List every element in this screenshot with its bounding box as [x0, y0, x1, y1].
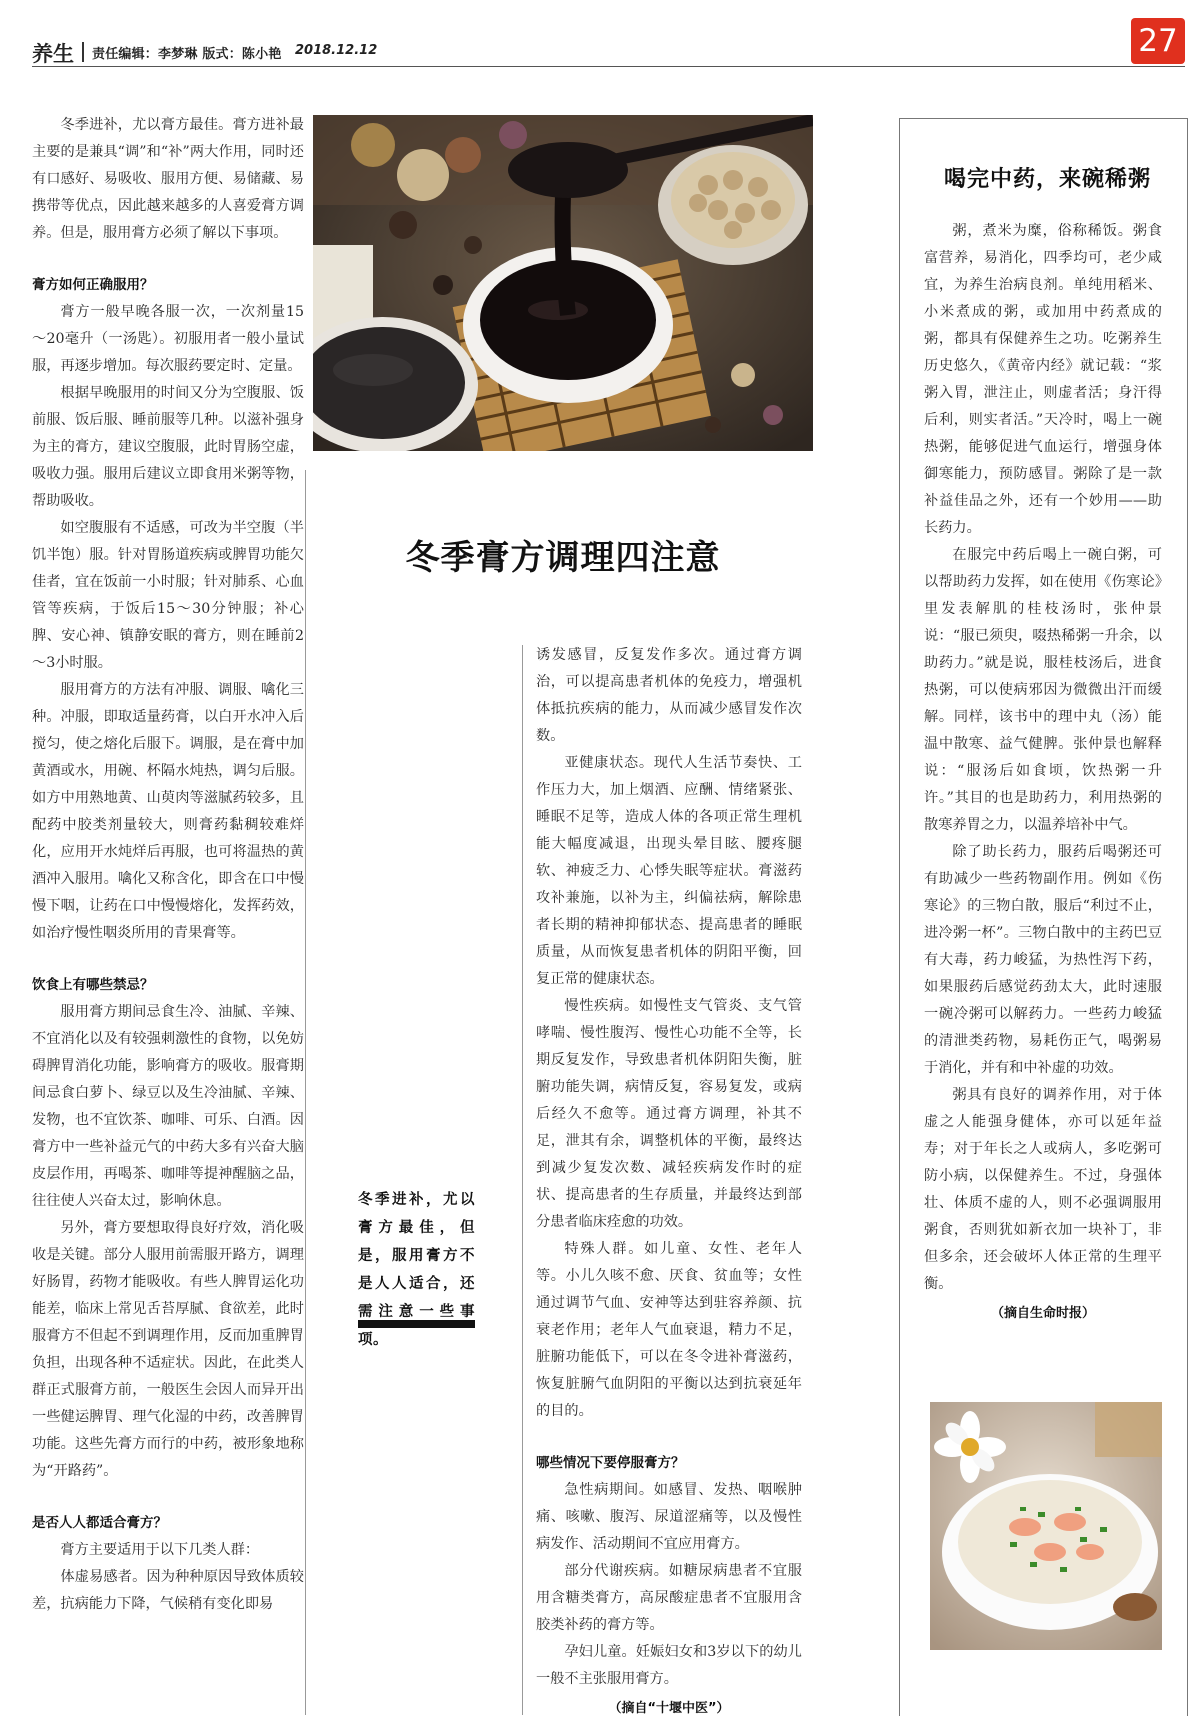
section-heading: 哪些情况下要停服膏方？	[536, 1455, 685, 1471]
issue-date: 2018.12.12	[295, 43, 378, 58]
header-rule	[32, 66, 1185, 67]
body-paragraph: 体虚易感者。因为种种原因导致体质较差，抗病能力下降，气候稍有变化即易	[32, 1569, 304, 1612]
body-paragraph: 诱发感冒，反复发作多次。通过膏方调治，可以提高患者机体的免疫力，增强机体抵抗疾病的能力，从而减少感冒发作次数。	[536, 647, 802, 744]
header-divider	[82, 42, 84, 62]
source-credit: （摘自“十堰中医”）	[608, 1701, 730, 1716]
porridge-photo	[930, 1402, 1162, 1650]
body-paragraph: 除了助长药力，服药后喝粥还可有助减少一些药物副作用。例如《伤寒论》的三物白散，服后“利过不止，进冷粥一杯”。三物白散中的主药巴豆有大毒，药力峻猛，为热性泻下药，如果服药后感觉药劲太大，此时速服一碗冷粥可以解药力。一些药力峻猛的清泄类药物，易耗伤正气，喝粥易于消化，并有和中补虚的功效。	[924, 844, 1162, 1076]
pull-quote-bar	[358, 1320, 475, 1328]
article-title: 冬季膏方调理四注意	[405, 538, 721, 578]
body-paragraph: 亚健康状态。现代人生活节奏快、工作压力大，加上烟酒、应酬、情绪紧张、睡眠不足等，造成人体的各项正常生理机能大幅度减退，出现头晕目眩、腰疼腿软、神疲乏力、心悸失眠等症状。膏滋药攻补兼施，以补为主，纠偏祛病，解除患者长期的精神抑郁状态、提高患者的睡眠质量，从而恢复患者机体的阴阳平衡，回复正常的健康状态。	[536, 755, 802, 987]
body-paragraph: 特殊人群。如儿童、女性、老年人等。小儿久咳不愈、厌食、贫血等；女性通过调节气血、安神等达到驻容养颜、抗衰老作用；老年人气血衰退，精力不足，脏腑功能低下，可以在冬令进补膏滋药，恢复脏腑气血阴阳的平衡以达到抗衰延年的目的。	[536, 1241, 802, 1419]
section-heading: 是否人人都适合膏方？	[32, 1515, 167, 1531]
article-column-2	[536, 642, 802, 1722]
body-paragraph: 另外，膏方要想取得良好疗效，消化吸收是关键。部分人服用前需服开路方，调理好肠胃，药物才能吸收。有些人脾胃运化功能差，临床上常见舌苔厚腻、食欲差，此时服膏方不但起不到调理作用，反而加重脾胃负担，出现各种不适症状。因此，在此类人群正式服膏方前，一般医生会因人而异开出一些健运脾胃、理气化湿的中药，改善脾胃功能。这些先膏方而行的中药，被形象地称为“开路药”。	[32, 1220, 304, 1479]
body-paragraph: 部分代谢疾病。如糖尿病患者不宜服用含糖类膏方，高尿酸症患者不宜服用含胶类补药的膏方等。	[536, 1563, 802, 1633]
sidebar-title: 喝完中药，来碗稀粥	[943, 166, 1151, 192]
body-paragraph: 如空腹服有不适感，可改为半空腹（半饥半饱）服。针对胃肠道疾病或脾胃功能欠佳者，宜在饭前一小时服；针对肺系、心血管等疾病，于饭后15～30分钟服；补心脾、安心神、镇静安眠的膏方，则在睡前2～3小时服。	[32, 520, 304, 671]
body-paragraph: 根据早晚服用的时间又分为空腹服、饭前服、饭后服、睡前服等几种。以滋补强身为主的膏方，建议空腹服，此时胃肠空虚，吸收力强。服用后建议立即食用米粥等物，帮助吸收。	[32, 385, 304, 509]
pull-quote: 冬季进补，尤以膏方最佳，但是，服用膏方不是人人适合，还需注意一些事项。	[358, 1191, 475, 1348]
main-photo-paste-medicine	[313, 115, 813, 451]
section-heading: 膏方如何正确服用？	[32, 277, 154, 293]
editor-credits: 责任编辑：李梦琳 版式：陈小艳	[92, 47, 282, 62]
body-paragraph: 膏方一般早晚各服一次，一次剂量15～20毫升（一汤匙）。初服用者一般小量试服，再逐步增加。每次服药要定时、定量。	[32, 304, 304, 374]
source-credit: （摘自生命时报）	[990, 1306, 1095, 1321]
column-divider	[305, 470, 306, 1715]
body-paragraph: 膏方主要适用于以下几类人群：	[60, 1542, 260, 1558]
body-paragraph: 急性病期间。如感冒、发热、咽喉肿痛、咳嗽、腹泻、尿道涩痛等，以及慢性病发作、活动期间不宜应用膏方。	[536, 1482, 802, 1552]
body-paragraph: 冬季进补，尤以膏方最佳。膏方进补最主要的是兼具“调”和“补”两大作用，同时还有口感好、易吸收、服用方便、易储藏、易携带等优点，因此越来越多的人喜爱膏方调养。但是，服用膏方必须了解以下事项。	[32, 117, 304, 241]
column-divider	[522, 645, 523, 1715]
sidebar-column	[924, 218, 1162, 1327]
body-paragraph: 慢性疾病。如慢性支气管炎、支气管哮喘、慢性腹泻、慢性心功能不全等，长期反复发作，导致患者机体阴阳失衡，脏腑功能失调，病情反复，容易复发，或病后经久不愈等。通过膏方调理，补其不足，泄其有余，调整机体的平衡，最终达到减少复发次数、减轻疾病发作时的症状、提高患者的生存质量，并最终达到部分患者临床痊愈的功效。	[536, 998, 802, 1230]
article-column-1	[32, 112, 304, 1618]
section-title: 养生	[32, 42, 74, 66]
body-paragraph: 孕妇儿童。妊娠妇女和3岁以下的幼儿一般不主张服用膏方。	[536, 1644, 802, 1687]
body-paragraph: 服用膏方的方法有冲服、调服、噙化三种。冲服，即取适量药膏，以白开水冲入后搅匀，使之熔化后服下。调服，是在膏中加黄酒或水，用碗、杯隔水炖热，调匀后服。如方中用熟地黄、山萸肉等滋腻药较多，且配药中胶类剂量较大，则膏药黏稠较难烊化，应用开水炖烊后再服，也可将温热的黄酒冲入服用。噙化又称含化，即含在口中慢慢下咽，让药在口中慢慢熔化，发挥药效，如治疗慢性咽炎所用的青果膏等。	[32, 682, 304, 941]
section-heading: 饮食上有哪些禁忌？	[32, 977, 154, 993]
body-paragraph: 服用膏方期间忌食生冷、油腻、辛辣、不宜消化以及有较强刺激性的食物，以免妨碍脾胃消化功能，影响膏方的吸收。服膏期间忌食白萝卜、绿豆以及生冷油腻、辛辣、发物，也不宜饮茶、咖啡、可乐、白酒。因膏方中一些补益元气的中药大多有兴奋大脑皮层作用，再喝茶、咖啡等提神醒脑之品，往往使人兴奋太过，影响休息。	[32, 1004, 304, 1209]
body-paragraph: 在服完中药后喝上一碗白粥，可以帮助药力发挥，如在使用《伤寒论》里发表解肌的桂枝汤时，张仲景说：“服已须臾，啜热稀粥一升余，以助药力。”就是说，服桂枝汤后，进食热粥，可以使病邪因为微微出汗而缓解。同样，该书中的理中丸（汤）能温中散寒、益气健脾。张仲景也解释说：“服汤后如食顷，饮热粥一升许。”其目的也是助药力，利用热粥的散寒养胃之力，以温养培补中气。	[924, 547, 1162, 833]
body-paragraph: 粥，煮米为糜，俗称稀饭。粥食富营养，易消化，四季均可，老少咸宜，为养生治病良剂。单纯用稻米、小米煮成的粥，或加用中药煮成的粥，都具有保健养生之功。吃粥养生历史悠久，《黄帝内经》就记载：“浆粥入胃，泄注止，则虚者活；身汗得后利，则实者活。”天冷时，喝上一碗热粥，能够促进气血运行，增强身体御寒能力，预防感冒。粥除了是一款补益佳品之外，还有一个妙用——助长药力。	[924, 223, 1162, 536]
page-number-badge: 27	[1131, 18, 1185, 64]
body-paragraph: 粥具有良好的调养作用，对于体虚之人能强身健体，亦可以延年益寿；对于年长之人或病人，多吃粥可防小病，以保健养生。不过，身强体壮、体质不虚的人，则不必强调服用粥食，否则犹如新衣加一块补丁，非但多余，还会破坏人体正常的生理平衡。	[924, 1087, 1162, 1292]
